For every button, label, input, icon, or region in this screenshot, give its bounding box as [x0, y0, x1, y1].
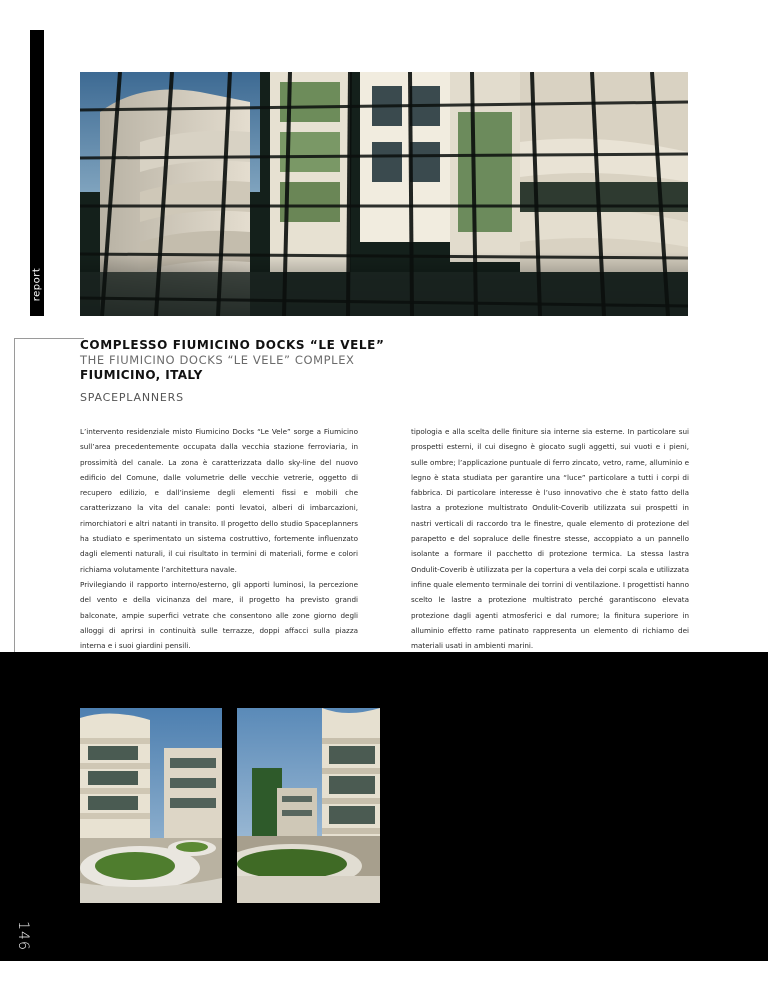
hero-photo-facade-reflection — [80, 72, 688, 316]
author: SPACEPLANNERS — [80, 391, 184, 404]
paragraph: Privilegiando il rapporto interno/esterno, gli apporti luminosi, la percezione del vento e della vicinanza del mare, il progetto ha previsto grandi balconate, ampie superfici vetrate che consentono alle zone giorno degli alloggi di aprirsi in continuità sulle terrazze, doppi affacci sulla piazza interna e i suoi giardini pensili. — [80, 579, 358, 651]
article-title-block — [80, 338, 384, 382]
paragraph: tipologia e alla scelta delle finiture sia interne sia esterne. In particolare sui prospetti esterni, il cui disegno è giocato sugli aggetti, sui vuoti e i pieni, sulle ombre; l’applicazione puntuale di ferro zincato, vetro, rame, alluminio e legno è stata studiata per garantire una “luce” particolare a tutti i corpi di fabbrica. Di particolare interesse è l’uso innovativo che è stato fatto della lastra a protezione multistrato Ondulit-Coverib utilizzata sui prospetti in nastri verticali di raccordo tra le finestre, quale elemento di protezione del parapetto e del sopraluce delle finestre stesse, accoppiato a un pannello isolante a formare il pacchetto di protezione termica. La stessa lastra Ondulit-Coverib è utilizzata per la copertura a vela dei corpi scala e utilizzata infine quale elemento terminale dei torrini di ventilazione. I progettisti hanno scelto le lastre a protezione multistrato perché garantiscono elevata protezione dagli agenti atmosferici e dal rumore; la finitura superiore in alluminio effetto rame patinato rappresenta un elemento di richiamo dei materiali usati in ambienti marini. — [411, 427, 689, 651]
photo-garden-terrace — [237, 708, 380, 903]
section-label: report — [31, 267, 43, 301]
text-column-left — [80, 424, 358, 669]
photo-courtyard-garden — [80, 708, 222, 903]
page-number-text: 146 — [15, 921, 32, 951]
title-english: THE FIUMICINO DOCKS “LE VELE” COMPLEX — [80, 353, 355, 367]
page-number — [12, 914, 34, 958]
text-column-right — [411, 424, 689, 653]
title-italian: COMPLESSO FIUMICINO DOCKS “LE VELE” — [80, 338, 385, 352]
paragraph: L’intervento residenziale misto Fiumicino Docks “Le Vele” sorge a Fiumicino sull’area precedentemente occupata dalla vecchia stazione ferroviaria, in prossimità del canale. La zona è caratterizzata dallo sky-line del nuovo edificio del Comune, dalle volumetrie delle vecchie vetrerie, oggetto di recupero edilizio, e dall’insieme degli elementi fissi e mobili che caratterizzano la vita del canale: ponti levatoi, alberi di imbarcazioni, rimorchiatori e altri natanti in transito. Il progetto dello studio Spaceplanners ha studiato e sperimentato un sistema costruttivo, fortemente influenzato dagli elementi naturali, il cui risultato in termini di materiali, forme e colori richiama volutamente l’architettura navale. — [80, 427, 358, 574]
section-tab — [30, 258, 44, 310]
title-location: FIUMICINO, ITALY — [80, 368, 203, 382]
guide-line-horizontal — [14, 338, 84, 339]
